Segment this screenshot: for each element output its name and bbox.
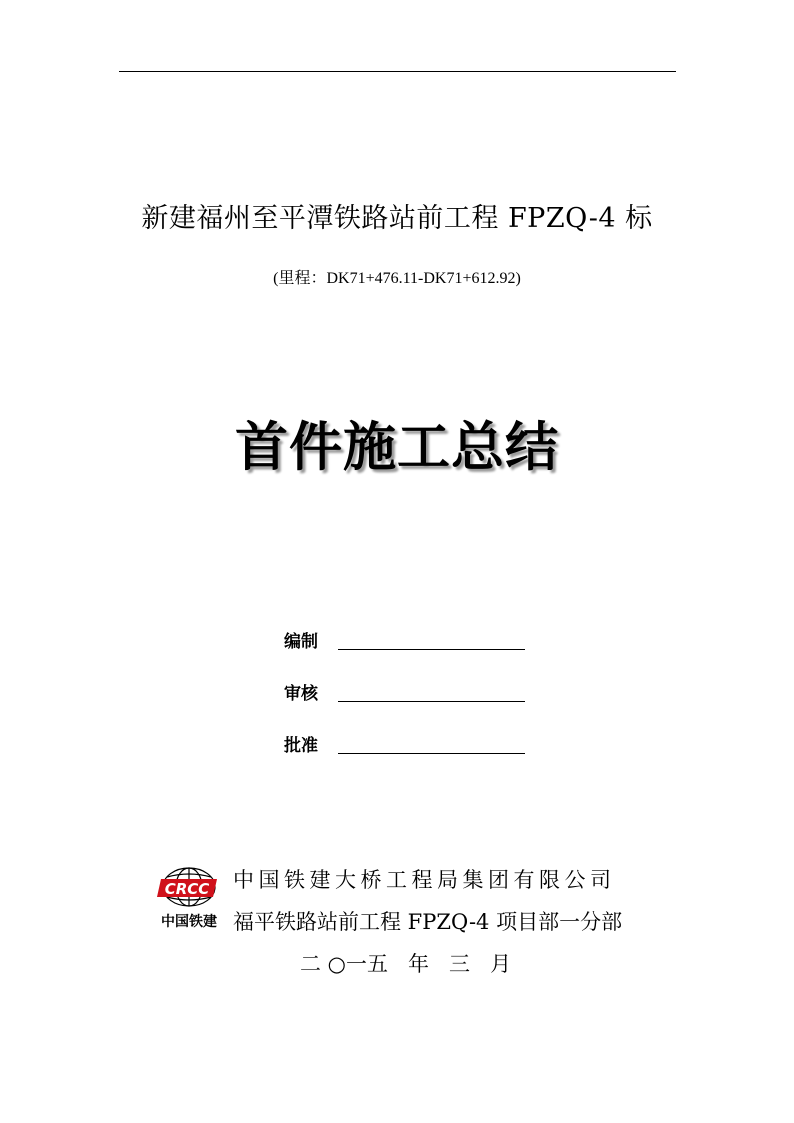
crcc-logo <box>151 865 227 931</box>
document-title: 首件施工总结 <box>235 417 559 478</box>
company-name: 中国铁建大桥工程局集团有限公司 <box>233 868 616 892</box>
sign-label-prepared: 编制 <box>284 632 318 652</box>
sign-line-reviewed <box>338 701 525 702</box>
sign-line-approved <box>338 753 525 754</box>
sign-row-reviewed <box>284 679 534 705</box>
crcc-logo-text: CRCC <box>164 880 210 898</box>
sign-label-reviewed: 审核 <box>284 684 318 704</box>
crcc-logo-caption: 中国铁建 <box>161 914 217 930</box>
sign-label-approved: 批准 <box>284 736 318 756</box>
issue-date: 二 ○一五 年 三 月 <box>300 952 512 976</box>
sign-row-approved <box>284 731 534 757</box>
header-rule <box>119 71 676 72</box>
crcc-logo-icon <box>151 865 227 931</box>
mileage-range: (里程：DK71+476.11-DK71+612.92) <box>273 270 521 287</box>
sign-row-prepared <box>284 627 534 653</box>
project-title: 新建福州至平潭铁路站前工程 FPZQ-4 标 <box>141 203 653 234</box>
department-name: 福平铁路站前工程 FPZQ-4 项目部一分部 <box>233 910 623 934</box>
sign-line-prepared <box>338 649 525 650</box>
